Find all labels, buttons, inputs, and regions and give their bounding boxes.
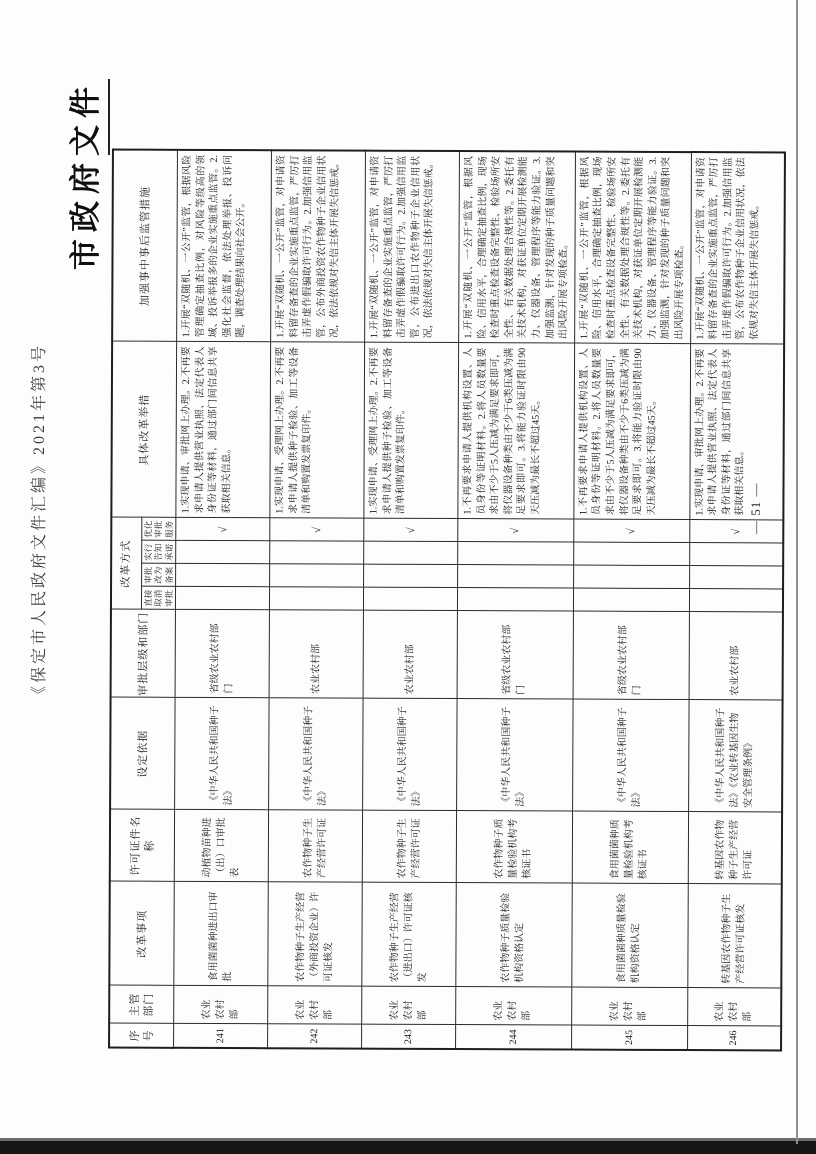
cell-item: 农作物种子质量检验机构资格认定 bbox=[456, 883, 572, 988]
cell-certificate: 动植物苗种进（出）口审批表 bbox=[174, 810, 268, 882]
header-department: 主管部门 bbox=[109, 986, 174, 1024]
cell-index: 243 bbox=[362, 1025, 456, 1049]
cell-certificate: 农作物种子生产经营许可证 bbox=[362, 811, 456, 883]
cell-index: 242 bbox=[268, 1024, 362, 1048]
cell-supervision: 1.开展“双随机、一公开”监管，对申请资料留存备查的企业实施重点监管，严厉打击弄虚作假骗取许可行为。2.加强信用监管，公布进出口农作物种子企业信用状况，依法依规对失信主体开展失信惩戒。 bbox=[365, 151, 460, 343]
cell-level: 农业农村部 bbox=[689, 612, 783, 700]
cell-mode-cancel bbox=[175, 587, 269, 610]
cell-level: 农业农村部 bbox=[269, 610, 363, 698]
page-number: — 51 — bbox=[748, 482, 763, 534]
cell-certificate: 转基因农作物种子生产经营许可证 bbox=[688, 812, 782, 884]
scan-edge-shadow bbox=[0, 1141, 816, 1154]
cell-mode-record bbox=[458, 565, 574, 589]
header-level: 审批层级和部门 bbox=[111, 610, 176, 698]
cell-level: 省级农业农村部门 bbox=[573, 612, 689, 701]
cell-mode-cancel bbox=[363, 588, 457, 611]
cell-mode-commitment bbox=[176, 541, 270, 564]
cell-item: 农作物种子生产经营（进出口）许可证核发 bbox=[362, 883, 456, 987]
cell-measures: 1.实现申请、受理网上办理。2.不再要求申请人提供种子检验、加工等设备清单和购置发票复印件。 bbox=[270, 342, 365, 518]
cell-item: 食用菌菌种质量检验机构资格认定 bbox=[572, 884, 688, 989]
cell-basis: 《中华人民共和国种子法》 bbox=[572, 700, 688, 813]
cell-mode-cancel bbox=[269, 587, 363, 610]
cell-index: 246 bbox=[687, 1026, 781, 1050]
cell-measures: 1.不再要求申请人提供机构设置、人员身份等证明材料。2.将人员数量要求由不少于5人压减为满足要求即可，将仪器设备种类由不少于6类压减为满足要求即可。3.将能力验证时限由90天压减为最长不超过45天。 bbox=[458, 343, 575, 520]
cell-measures: 1.实现申请、审批网上办理。2.不再要求申请人提供营业执照、法定代表人身份证等材料，通过部门间信息共享获取相关信息。 bbox=[689, 344, 784, 520]
table-row-242 bbox=[268, 150, 366, 1048]
cell-mode-optimize-checkmark: √ bbox=[270, 518, 364, 541]
cell-certificate: 农作物种子质量检验机构考核证书 bbox=[456, 811, 572, 884]
header-measures: 具体改革举措 bbox=[111, 342, 176, 518]
cell-department: 农业农村部 bbox=[571, 988, 687, 1027]
cell-index: 245 bbox=[571, 1026, 687, 1051]
header-index: 序号 bbox=[109, 1024, 174, 1048]
cell-item: 食用菌菌种进出口审批 bbox=[174, 882, 268, 986]
table-row-246 bbox=[687, 152, 785, 1050]
header-item: 改革事项 bbox=[109, 882, 174, 986]
cell-measures: 1.实现申请、审批网上办理。2.不再要求申请人提供营业执照、法定代表人身份证等材料，通过部门间信息共享获取相关信息。 bbox=[176, 342, 271, 518]
cell-mode-record bbox=[364, 565, 458, 588]
cell-mode-cancel bbox=[573, 589, 689, 613]
cell-basis: 《中华人民共和国种子法》 bbox=[363, 699, 457, 811]
cell-department: 农业农村部 bbox=[174, 986, 268, 1024]
cell-department: 农业农村部 bbox=[268, 986, 362, 1024]
header-row-1 bbox=[109, 150, 143, 1048]
cell-supervision: 1.开展“双随机、一公开”监管，根据风险、信用水平，合理确定抽查比例，现场检查时重点检查设备完整性、检验场所安全性、有关数据处理合规性等。2.委托有关技术机构，对获证单位定期开展检测能力、仪器设备、管理程序等能力验证。3.加强监测，针对发现的种子质量问题和突出风险开展专项检查。 bbox=[574, 152, 691, 345]
cell-mode-commitment bbox=[270, 541, 364, 564]
reform-items-table bbox=[108, 149, 786, 1052]
cell-mode-record bbox=[176, 564, 270, 587]
header-supervision: 加强事中事后监管措施 bbox=[112, 150, 177, 342]
cell-index: 244 bbox=[456, 1025, 572, 1050]
cell-mode-commitment bbox=[689, 543, 783, 566]
cell-index: 241 bbox=[174, 1024, 268, 1048]
cell-basis: 《中华人民共和国种子法》 bbox=[269, 698, 363, 810]
compilation-header: 《保定市人民政府文件汇编》2021年第3号 bbox=[31, 342, 48, 702]
cell-level: 省级农业农村部门 bbox=[457, 611, 573, 700]
cell-mode-record bbox=[573, 566, 689, 590]
table-row-245 bbox=[571, 152, 691, 1050]
header-mode-commitment: 实行告知承诺 bbox=[141, 541, 176, 564]
cell-mode-record bbox=[270, 564, 364, 587]
scan-edge-shadow-fringe bbox=[0, 1138, 816, 1141]
cell-mode-optimize-checkmark: √ bbox=[364, 519, 458, 542]
cell-basis: 《中华人民共和国种子法》 bbox=[457, 699, 573, 812]
cell-mode-commitment bbox=[573, 543, 689, 567]
cell-department: 农业农村部 bbox=[362, 987, 456, 1025]
header-certificate: 许可证件名称 bbox=[110, 810, 175, 882]
cell-mode-record bbox=[689, 566, 783, 589]
cell-measures: 1.不再要求申请人提供机构设置、人员身份等证明材料。2.将人员数量要求由不少于5人压减为满足要求即可，将仪器设备种类由不少于6类压减为满足要求即可。3.将能力验证时限由90天压减为最长不超过45天。 bbox=[574, 344, 691, 521]
cell-mode-cancel bbox=[689, 589, 783, 612]
table-row-241 bbox=[174, 150, 272, 1048]
header-basis: 设定依据 bbox=[110, 698, 175, 810]
cell-measures: 1.实现申请、受理网上办理。2.不再要求申请人提供种子检验、加工等设备清单和购置发票复印件。 bbox=[364, 343, 459, 519]
cell-certificate: 食用菌菌种质量检验机构考核证书 bbox=[572, 812, 688, 885]
cell-mode-commitment bbox=[458, 542, 574, 566]
cell-mode-cancel bbox=[457, 588, 573, 612]
title-underline bbox=[108, 79, 110, 155]
document-type-title: 市政府文件 bbox=[68, 80, 103, 270]
cell-level: 农业农村部 bbox=[363, 611, 457, 699]
table-row-243 bbox=[362, 151, 460, 1049]
cell-supervision: 1.开展“双随机、一公开”监管，根据风险、信用水平，合理确定抽查比例，现场检查时重点检查设备完整性、检验场所安全性、有关数据处理合规性等。2.委托有关技术机构，对获证单位定期开展检测能力、仪器设备、管理程序等能力验证。3.加强监测，针对发现的种子质量问题和突出风险开展专项检查。 bbox=[459, 151, 576, 344]
cell-supervision: 1.开展“双随机、一公开”监管，对申请资料留存备查的企业实施重点监管，严厉打击弄虚作假骗取许可行为。2.加强信用监管，公布农作物种子企业信用状况，依法依规对失信主体开展失信惩戒。 bbox=[690, 152, 785, 344]
cell-mode-optimize-checkmark: √ bbox=[176, 518, 270, 541]
cell-mode-optimize-checkmark: √ bbox=[574, 520, 690, 544]
cell-certificate: 农作物种子生产经营许可证 bbox=[268, 810, 362, 882]
cell-basis: 《中华人民共和国种子法》《农业转基因生物安全管理条例》 bbox=[688, 700, 782, 812]
header-mode-group: 改革方式 bbox=[111, 518, 141, 610]
cell-mode-optimize-checkmark: √ bbox=[689, 520, 783, 543]
scan-page-edge-line bbox=[796, 0, 798, 1144]
cell-item: 农作物种子生产经营（外商投资企业）许可证核发 bbox=[268, 882, 362, 986]
cell-supervision: 1.开展“双随机、一公开”监管，对申请资料留存备查的企业实施重点监管，严厉打击弄虚作假骗取许可行为。2.加强信用监管，公布外商投资农作物种子企业信用状况，依法依规对失信主体开展失信惩戒。 bbox=[271, 150, 366, 342]
header-mode-cancel: 直接取消审批 bbox=[141, 587, 176, 610]
header-mode-optimize: 优化审批服务 bbox=[141, 518, 176, 541]
cell-department: 农业农村部 bbox=[687, 988, 781, 1026]
cell-supervision: 1.开展“双随机、一公开”监管，根据风险管理确定抽查比例，对风险等级高的领域、投诉举报多的企业实施重点监管。2.强化社会监督，依法处理举报、投诉问题，调查处理结果向社会公开。 bbox=[177, 150, 272, 342]
cell-basis: 《中华人民共和国种子法》 bbox=[175, 698, 269, 810]
header-mode-record: 审批改为备案 bbox=[141, 564, 176, 587]
cell-mode-commitment bbox=[364, 542, 458, 565]
cell-department: 农业农村部 bbox=[456, 987, 572, 1026]
cell-item: 转基因农作物种子生产经营许可证核发 bbox=[687, 884, 781, 988]
cell-mode-optimize-checkmark: √ bbox=[458, 519, 574, 543]
table-row-244 bbox=[456, 151, 576, 1049]
cell-level: 省级农业农村部门 bbox=[175, 610, 269, 698]
